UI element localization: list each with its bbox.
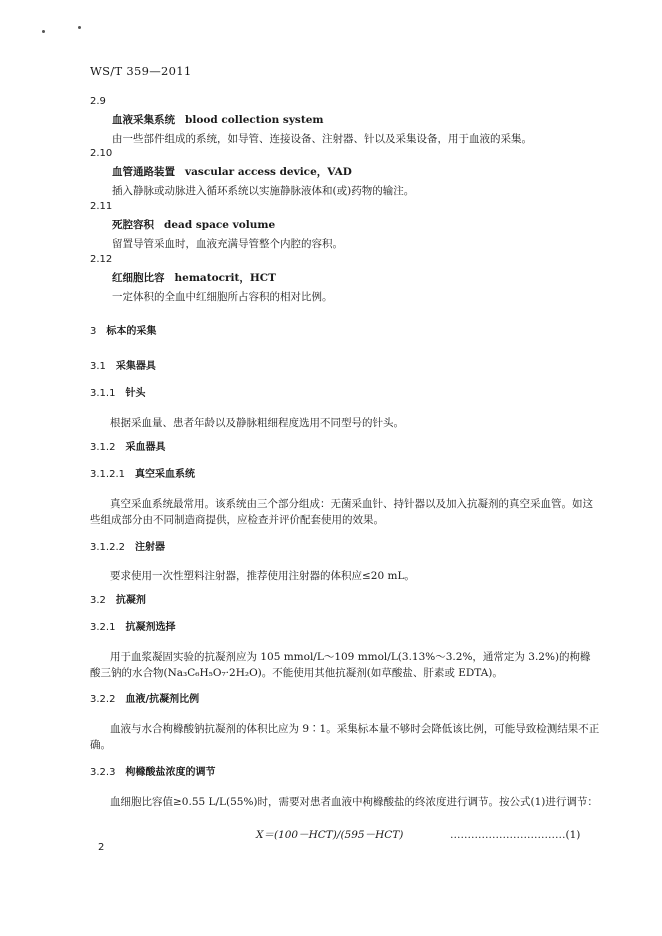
section-heading — [90, 360, 156, 374]
section-heading — [90, 594, 146, 608]
term-definition: 留置导管采血时，血液充满导管整个内腔的容积。 — [112, 238, 343, 250]
term-zh: 血液采集系统 — [112, 114, 175, 126]
standard-header: WS/T 359—2011 — [90, 64, 192, 78]
section-heading — [90, 621, 175, 635]
paragraph: 根据采血量、患者年龄以及静脉粗细程度选用不同型号的针头。 — [110, 417, 404, 429]
term-title — [112, 165, 352, 179]
section-number: 3.1.2.2 — [90, 542, 125, 553]
term-number: 2.9 — [90, 96, 106, 107]
section-number: 3.1 — [90, 361, 106, 372]
term-en: blood collection system — [185, 114, 324, 126]
term-zh: 红细胞比容 — [112, 272, 165, 284]
term-en: hematocrit，HCT — [174, 272, 276, 284]
term-en: dead space volume — [164, 219, 276, 231]
section-label: 抗凝剂选择 — [125, 622, 176, 633]
section-label: 标本的采集 — [106, 326, 157, 337]
term-zh: 血管通路装置 — [112, 166, 175, 178]
paragraph: 真空采血系统最常用。该系统由三个部分组成：无菌采血针、持针器以及加入抗凝剂的真空采血管。如这些组成部分由不同制造商提供，应检查并评价配套使用的效果。 — [90, 498, 593, 526]
paragraph: 血液与水合枸橼酸钠抗凝剂的体积比应为 9∶1。采集标本量不够时会降低该比例，可能导致检测结果不正确。 — [90, 723, 600, 751]
term-number: 2.12 — [90, 254, 113, 265]
term-en: vascular access device，VAD — [185, 166, 352, 178]
section-label: 抗凝剂 — [115, 595, 146, 606]
term-title — [112, 271, 276, 285]
section-heading — [90, 387, 145, 401]
section-number: 3.1.2 — [90, 442, 116, 453]
scan-speck — [42, 30, 45, 33]
section-number: 3.2.3 — [90, 767, 116, 778]
section-label: 血液/抗凝剂比例 — [125, 694, 200, 705]
paragraph: 要求使用一次性塑料注射器，推荐使用注射器的体积应≤20 mL。 — [110, 570, 415, 582]
section-number: 3 — [90, 326, 97, 337]
term-number: 2.10 — [90, 148, 113, 159]
section-number: 3.1.1 — [90, 388, 116, 399]
section-heading — [90, 541, 165, 555]
term-definition: 插入静脉或动脉进入循环系统以实施静脉液体和(或)药物的输注。 — [112, 185, 415, 197]
section-number: 3.2.1 — [90, 622, 116, 633]
section-heading — [90, 441, 165, 455]
term-title — [112, 113, 323, 127]
section-label: 注射器 — [135, 542, 165, 553]
term-number: 2.11 — [90, 201, 113, 212]
section-number: 3.2 — [90, 595, 106, 606]
section-label: 针头 — [125, 388, 146, 399]
term-definition: 由一些部件组成的系统，如导管、连接设备、注射器、针以及采集设备，用于血液的采集。 — [112, 133, 532, 145]
section-label: 真空采血系统 — [135, 469, 195, 480]
section-number: 3.2.2 — [90, 694, 116, 705]
term-definition: 一定体积的全血中红细胞所占容积的相对比例。 — [112, 291, 333, 303]
formula: X＝(100－HCT)/(595－HCT) — [256, 829, 404, 841]
paragraph: 血细胞比容值≥0.55 L/L(55%)时，需要对患者血液中枸橼酸盐的终浓度进行调节。按公式(1)进行调节： — [110, 796, 598, 808]
section-label: 采血器具 — [125, 442, 166, 453]
term-title — [112, 218, 275, 232]
section-heading — [90, 325, 156, 339]
section-label: 枸橼酸盐浓度的调节 — [125, 767, 216, 778]
paragraph: 用于血浆凝固实验的抗凝剂应为 105 mmol/L～109 mmol/L(3.13%～3.2%，通常定为 3.2%)的枸橼酸三钠的水合物(Na₃C₆H₅O₇·2H₂O)。不能使用其他抗凝剂(如草酸盐、肝素或 EDTA)。 — [90, 651, 591, 679]
section-heading — [90, 468, 195, 482]
page-number: 2 — [98, 842, 105, 853]
section-label: 采集器具 — [115, 361, 156, 372]
scan-speck — [78, 26, 81, 29]
formula-number: ……………………………(1) — [450, 829, 581, 841]
section-heading — [90, 766, 215, 780]
section-number: 3.1.2.1 — [90, 469, 125, 480]
section-heading — [90, 693, 199, 707]
term-zh: 死腔容积 — [112, 219, 154, 231]
